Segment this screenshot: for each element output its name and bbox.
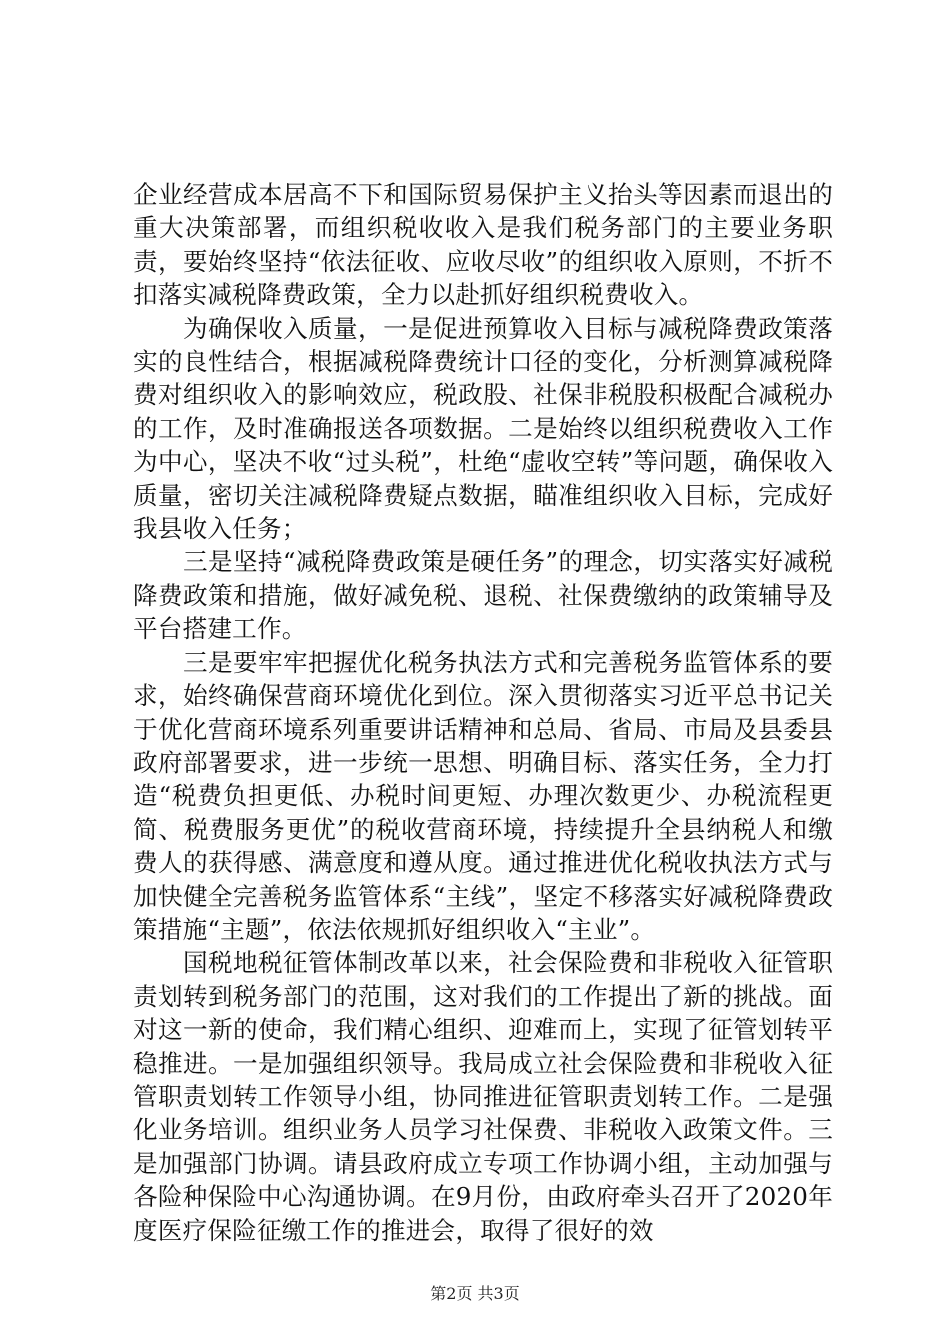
paragraph-5: 国税地税征管体制改革以来，社会保险费和非税收入征管职责划转到税务部门的范围，这对我们的工作提出了新的挑战。面对这一新的使命，我们精心组织、迎难而上，实现了征管划转平稳推进。一是加强组织领导。我局成立社会保险费和非税收入征管职责划转工作领导小组，协同推进征管职责划转工作。二是强化业务培训。组织业务人员学习社保费、非税收入政策文件。三是加强部门协调。请县政府成立专项工作协调小组，主动加强与各险种保险中心沟通协调。在9月份，由政府牵头召开了2020年度医疗保险征缴工作的推进会，取得了很好的效 [133,948,833,1245]
paragraph-2: 为确保收入质量，一是促进预算收入目标与减税降费政策落实的良性结合，根据减税降费统计口径的变化，分析测算减税降费对组织收入的影响效应，税政股、社保非税股积极配合减税办的工作，及时准确报送各项数据。二是始终以组织税费收入工作为中心，坚决不收“过头税”，杜绝“虚收空转”等问题，确保收入质量，密切关注减税降费疑点数据，瞄准组织收入目标，完成好我县收入任务； [133,313,833,544]
paragraph-4: 三是要牢牢把握优化税务执法方式和完善税务监管体系的要求，始终确保营商环境优化到位。深入贯彻落实习近平总书记关于优化营商环境系列重要讲话精神和总局、省局、市局及县委县政府部署要求，进一步统一思想、明确目标、落实任务，全力打造“税费负担更低、办税时间更短、办理次数更少、办税流程更简、税费服务更优”的税收营商环境，持续提升全县纳税人和缴费人的获得感、满意度和遵从度。通过推进优化税收执法方式与加快健全完善税务监管体系“主线”，坚定不移落实好减税降费政策措施“主题”，依法依规抓好组织收入“主业”。 [133,647,833,944]
document-body [133,178,833,1247]
paragraph-3: 三是坚持“减税降费政策是硬任务”的理念，切实落实好减税降费政策和措施，做好减免税、退税、社保费缴纳的政策辅导及平台搭建工作。 [133,547,833,644]
page-number-footer: 第2页 共3页 [430,1284,520,1303]
paragraph-1: 企业经营成本居高不下和国际贸易保护主义抬头等因素而退出的重大决策部署，而组织税收收入是我们税务部门的主要业务职责，要始终坚持“依法征收、应收尽收”的组织收入原则，不折不扣落实减税降费政策，全力以赴抓好组织税费收入。 [133,180,833,310]
